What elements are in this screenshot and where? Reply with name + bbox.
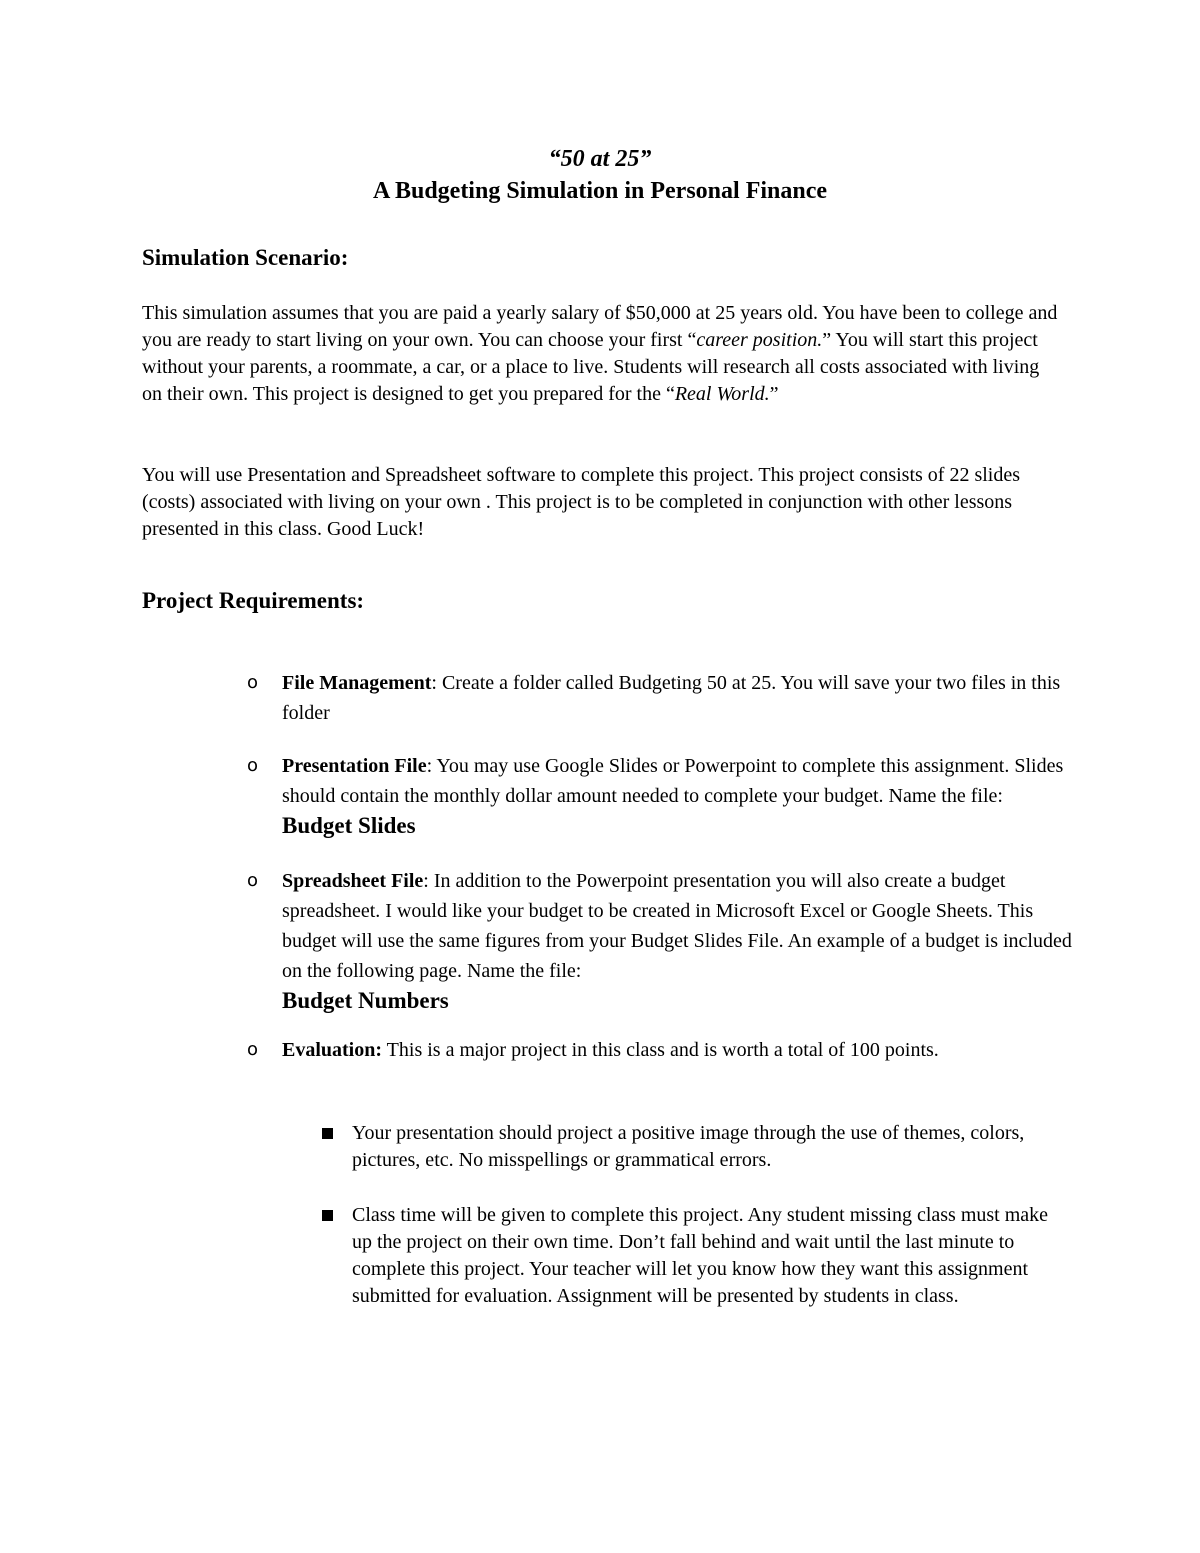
evaluation-bullet-2 <box>352 1202 1072 1310</box>
scenario-paragraph-1 <box>142 300 1062 408</box>
requirement-text: This is a major project in this class and is worth a total of 100 points. <box>382 1039 939 1061</box>
requirement-evaluation <box>247 1035 1072 1065</box>
list-marker: o <box>247 1039 259 1060</box>
bullet-text: Your presentation should project a positive image through the use of themes, colors, pictures, etc. No misspellings or grammatical errors. <box>352 1122 1025 1171</box>
requirement-text: : Create a folder called Budgeting 50 at 25. You will save your two files in this folder <box>282 672 1061 724</box>
requirement-text: : You may use Google Slides or Powerpoint to complete this assignment. Slides should contain the monthly dollar amount needed to complete your budget. Name the file: <box>282 755 1064 807</box>
real-world-text: Real World. <box>674 383 770 405</box>
scenario-text-a: This simulation assumes that you are paid a yearly salary of $50,000 at 25 years old. You have been to college and you are ready to start living on your own. You can choose your first “ <box>142 302 1058 351</box>
requirement-label: File Management <box>282 672 432 694</box>
requirement-label: Presentation File <box>282 755 427 777</box>
requirement-spreadsheet-file <box>247 866 1072 1017</box>
document-subtitle: A Budgeting Simulation in Personal Finance <box>372 178 828 204</box>
list-marker: o <box>247 870 259 891</box>
requirement-label: Evaluation: <box>282 1039 383 1061</box>
scenario-heading: Simulation Scenario: <box>142 245 349 270</box>
career-position-text: career position. <box>696 329 823 351</box>
bullet-text: Class time will be given to complete this project. Any student missing class must make up the project on their own time. Don’t fall behind and wait until the last minute to complete this project. Your teacher will let you know how they want this assignment submitted for evaluation. Assignment will be presented by students in class. <box>352 1204 1049 1307</box>
spreadsheet-filename: Budget Numbers <box>282 988 449 1013</box>
presentation-filename: Budget Slides <box>282 813 416 838</box>
scenario-paragraph-2: You will use Presentation and Spreadsheet software to complete this project. This project consists of 22 slides (costs) associated with living on your own . This project is to be completed in conjunction with other lessons presented in this class. Good Luck! <box>142 464 1021 540</box>
requirements-heading: Project Requirements: <box>142 588 365 613</box>
document-title: “50 at 25” <box>548 146 652 172</box>
requirement-label: Spreadsheet File <box>282 870 424 892</box>
scenario-text-c: ” <box>769 383 779 405</box>
square-bullet-icon <box>322 1210 333 1221</box>
requirement-text: : In addition to the Powerpoint presentation you will also create a budget spreadsheet. I would like your budget to be created in Microsoft Excel or Google Sheets. This budget will use the same figures from your Budget Slides File. An example of a budget is included on the following page. Name the file: <box>282 870 1072 982</box>
list-marker: o <box>247 755 259 776</box>
requirement-file-management <box>247 668 1072 728</box>
requirement-presentation-file <box>247 751 1072 842</box>
scenario-text-b: ” You will start this project without your parents, a roommate, a car, or a place to live. Students will research all costs associated with living on their own. This project is designed to get you prepared for the “ <box>142 329 1040 405</box>
list-marker: o <box>247 672 259 693</box>
evaluation-bullet-1 <box>352 1120 1072 1174</box>
square-bullet-icon <box>322 1128 333 1139</box>
